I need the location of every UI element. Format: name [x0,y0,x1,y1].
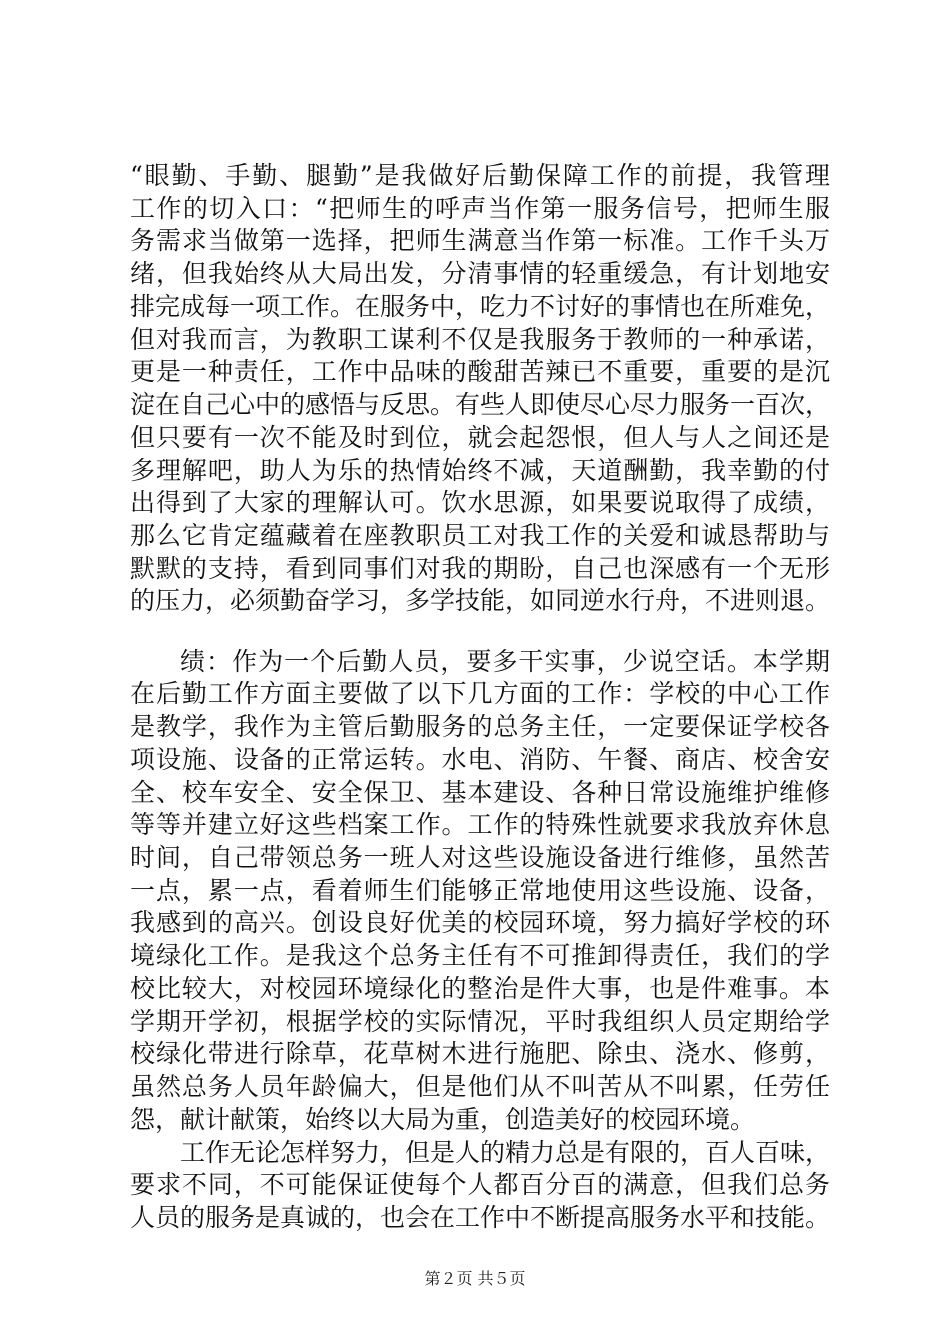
text-line: 排完成每一项工作。在服务中，吃力不讨好的事情也在所难免， [130,292,831,321]
text-line: 一点，累一点，看着师生们能够正常地使用这些设施、设备， [130,876,830,905]
text-line: 学期开学初，根据学校的实际情况，平时我组织人员定期给学 [130,1007,830,1036]
text-line: 时间，自己带领总务一班人对这些设施设备进行维修，虽然苦 [130,843,830,872]
page-number-footer: 第２页 共５页 [424,1269,526,1288]
text-line: 人员的服务是真诚的，也会在工作中不断提高服务水平和技能。 [130,1203,831,1232]
text-line: 虽然总务人员年龄偏大，但是他们从不叫苦从不叫累，任劳任 [130,1072,830,1101]
text-line: 境绿化工作。是我这个总务主任有不可推卸得责任，我们的学 [130,941,830,970]
text-line: 出得到了大家的理解认可。饮水思源，如果要说取得了成绩， [130,488,830,517]
text-line: 的压力，必须勤奋学习，多学技能，如同逆水行舟，不进则退。 [130,586,831,615]
text-line: 但对我而言，为教职工谋利不仅是我服务于教师的一种承诺， [130,325,830,354]
text-line: 全、校车安全、安全保卫、基本建设、各种日常设施维护维修 [130,778,830,807]
text-line: 是教学，我作为主管后勤服务的总务主任，一定要保证学校各 [130,712,830,741]
text-line: 绪，但我始终从大局出发，分清事情的轻重缓急，有计划地安 [130,259,830,288]
text-line: 工作的切入口：“把师生的呼声当作第一服务信号，把师生服 [130,194,830,223]
text-line: 默默的支持，看到同事们对我的期盼，自己也深感有一个无形 [130,554,830,583]
text-line: 等等并建立好这些档案工作。工作的特殊性就要求我放弃休息 [130,810,830,839]
text-line: 校比较大，对校园环境绿化的整治是件大事，也是件难事。本 [130,974,830,1003]
text-line: 工作无论怎样努力，但是人的精力总是有限的，百人百味， [180,1138,831,1167]
text-line: 多理解吧，助人为乐的热情始终不减，天道酬勤，我幸勤的付 [130,456,830,485]
text-line: 校绿化带进行除草，花草树木进行施肥、除虫、浇水、修剪， [130,1039,830,1068]
text-line: 更是一种责任，工作中品味的酸甜苦辣已不重要，重要的是沉 [130,357,830,386]
text-line: 务需求当做第一选择，把师生满意当作第一标准。工作千头万 [130,226,830,255]
text-line: 但只要有一次不能及时到位，就会起怨恨，但人与人之间还是 [130,423,830,452]
text-line: 要求不同，不可能保证使每个人都百分百的满意，但我们总务 [130,1170,830,1199]
text-line: 绩：作为一个后勤人员，要多干实事，少说空话。本学期 [180,647,830,676]
text-line: “眼勤、手勤、腿勤”是我做好后勤保障工作的前提，我管理 [130,161,830,190]
text-line: 项设施、设备的正常运转。水电、消防、午餐、商店、校舍安 [130,745,830,774]
text-line: 淀在自己心中的感悟与反思。有些人即使尽心尽力服务一百次， [130,390,831,419]
text-line: 那么它肯定蕴藏着在座教职员工对我工作的关爱和诚恳帮助与 [130,521,830,550]
text-line: 怨，献计献策，始终以大局为重，创造美好的校园环境。 [130,1105,756,1134]
text-line: 我感到的高兴。创设良好优美的校园环境，努力搞好学校的环 [130,908,830,937]
text-line: 在后勤工作方面主要做了以下几方面的工作：学校的中心工作 [130,679,830,708]
